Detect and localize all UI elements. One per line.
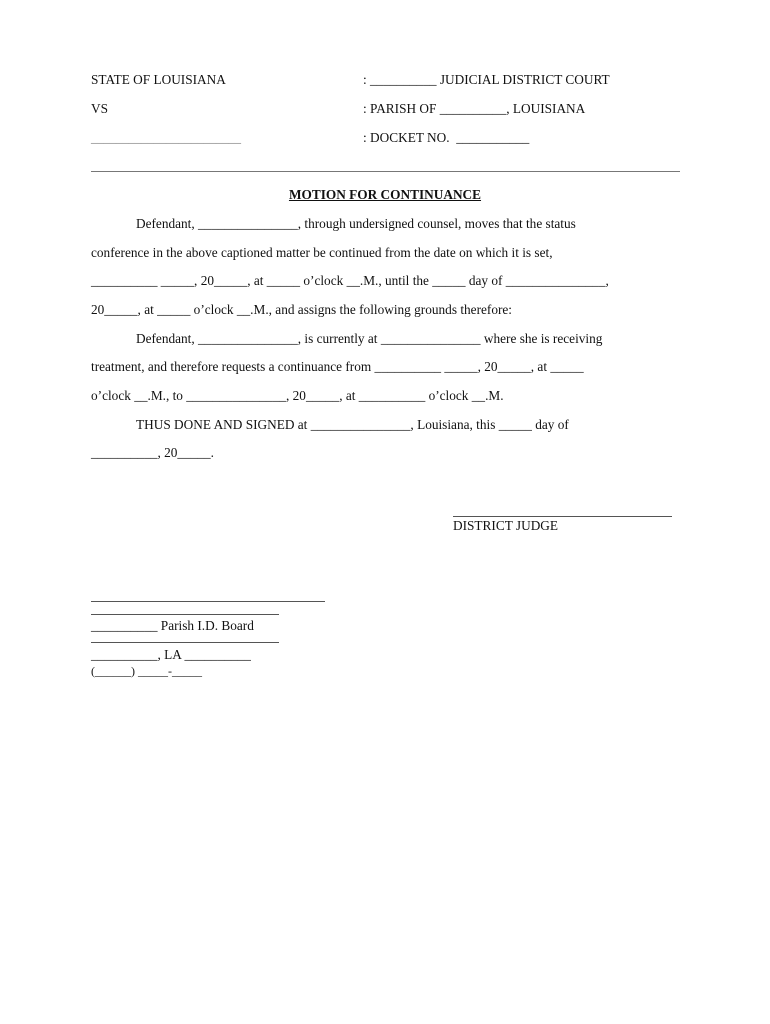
body-line: treatment, and therefore requests a continuance from __________ _____, 20_____, at _____ [91,359,584,374]
caption-court: : __________ JUDICIAL DISTRICT COURT [363,72,610,87]
body-line: o’clock __.M., to _______________, 20_____, at __________ o’clock __.M. [91,388,504,403]
judge-signature-line [453,516,672,517]
caption-docket: : DOCKET NO. ___________ [363,130,530,145]
counsel-address-line [91,642,279,643]
caption-divider [91,171,680,172]
counsel-signature-line [91,601,325,602]
caption-state: STATE OF LOUISIANA [91,72,226,87]
body-line: Defendant, _______________, is currently at _______________ where she is receiving [136,331,603,346]
body-line: conference in the above captioned matter be continued from the date on which it is set, [91,245,553,260]
defendant-name-blank: ________________________ [91,131,241,145]
caption-vs: VS [91,101,108,116]
body-line: __________ _____, 20_____, at _____ o’clock __.M., until the _____ day of _______________, [91,273,609,288]
body-line: Defendant, _______________, through undersigned counsel, moves that the status [136,216,576,231]
body-line: THUS DONE AND SIGNED at _______________, Louisiana, this _____ day of [136,417,569,432]
counsel-city: __________, LA __________ [91,647,251,662]
counsel-office: __________ Parish I.D. Board [91,618,254,633]
judge-label: DISTRICT JUDGE [453,518,559,533]
document-title: MOTION FOR CONTINUANCE [288,187,482,202]
counsel-name-line [91,614,279,615]
body-line: __________, 20_____. [91,445,214,460]
counsel-phone: (______) _____-_____ [91,664,202,678]
caption-parish: : PARISH OF __________, LOUISIANA [363,101,586,116]
body-line: 20_____, at _____ o’clock __.M., and assigns the following grounds therefore: [91,302,512,317]
